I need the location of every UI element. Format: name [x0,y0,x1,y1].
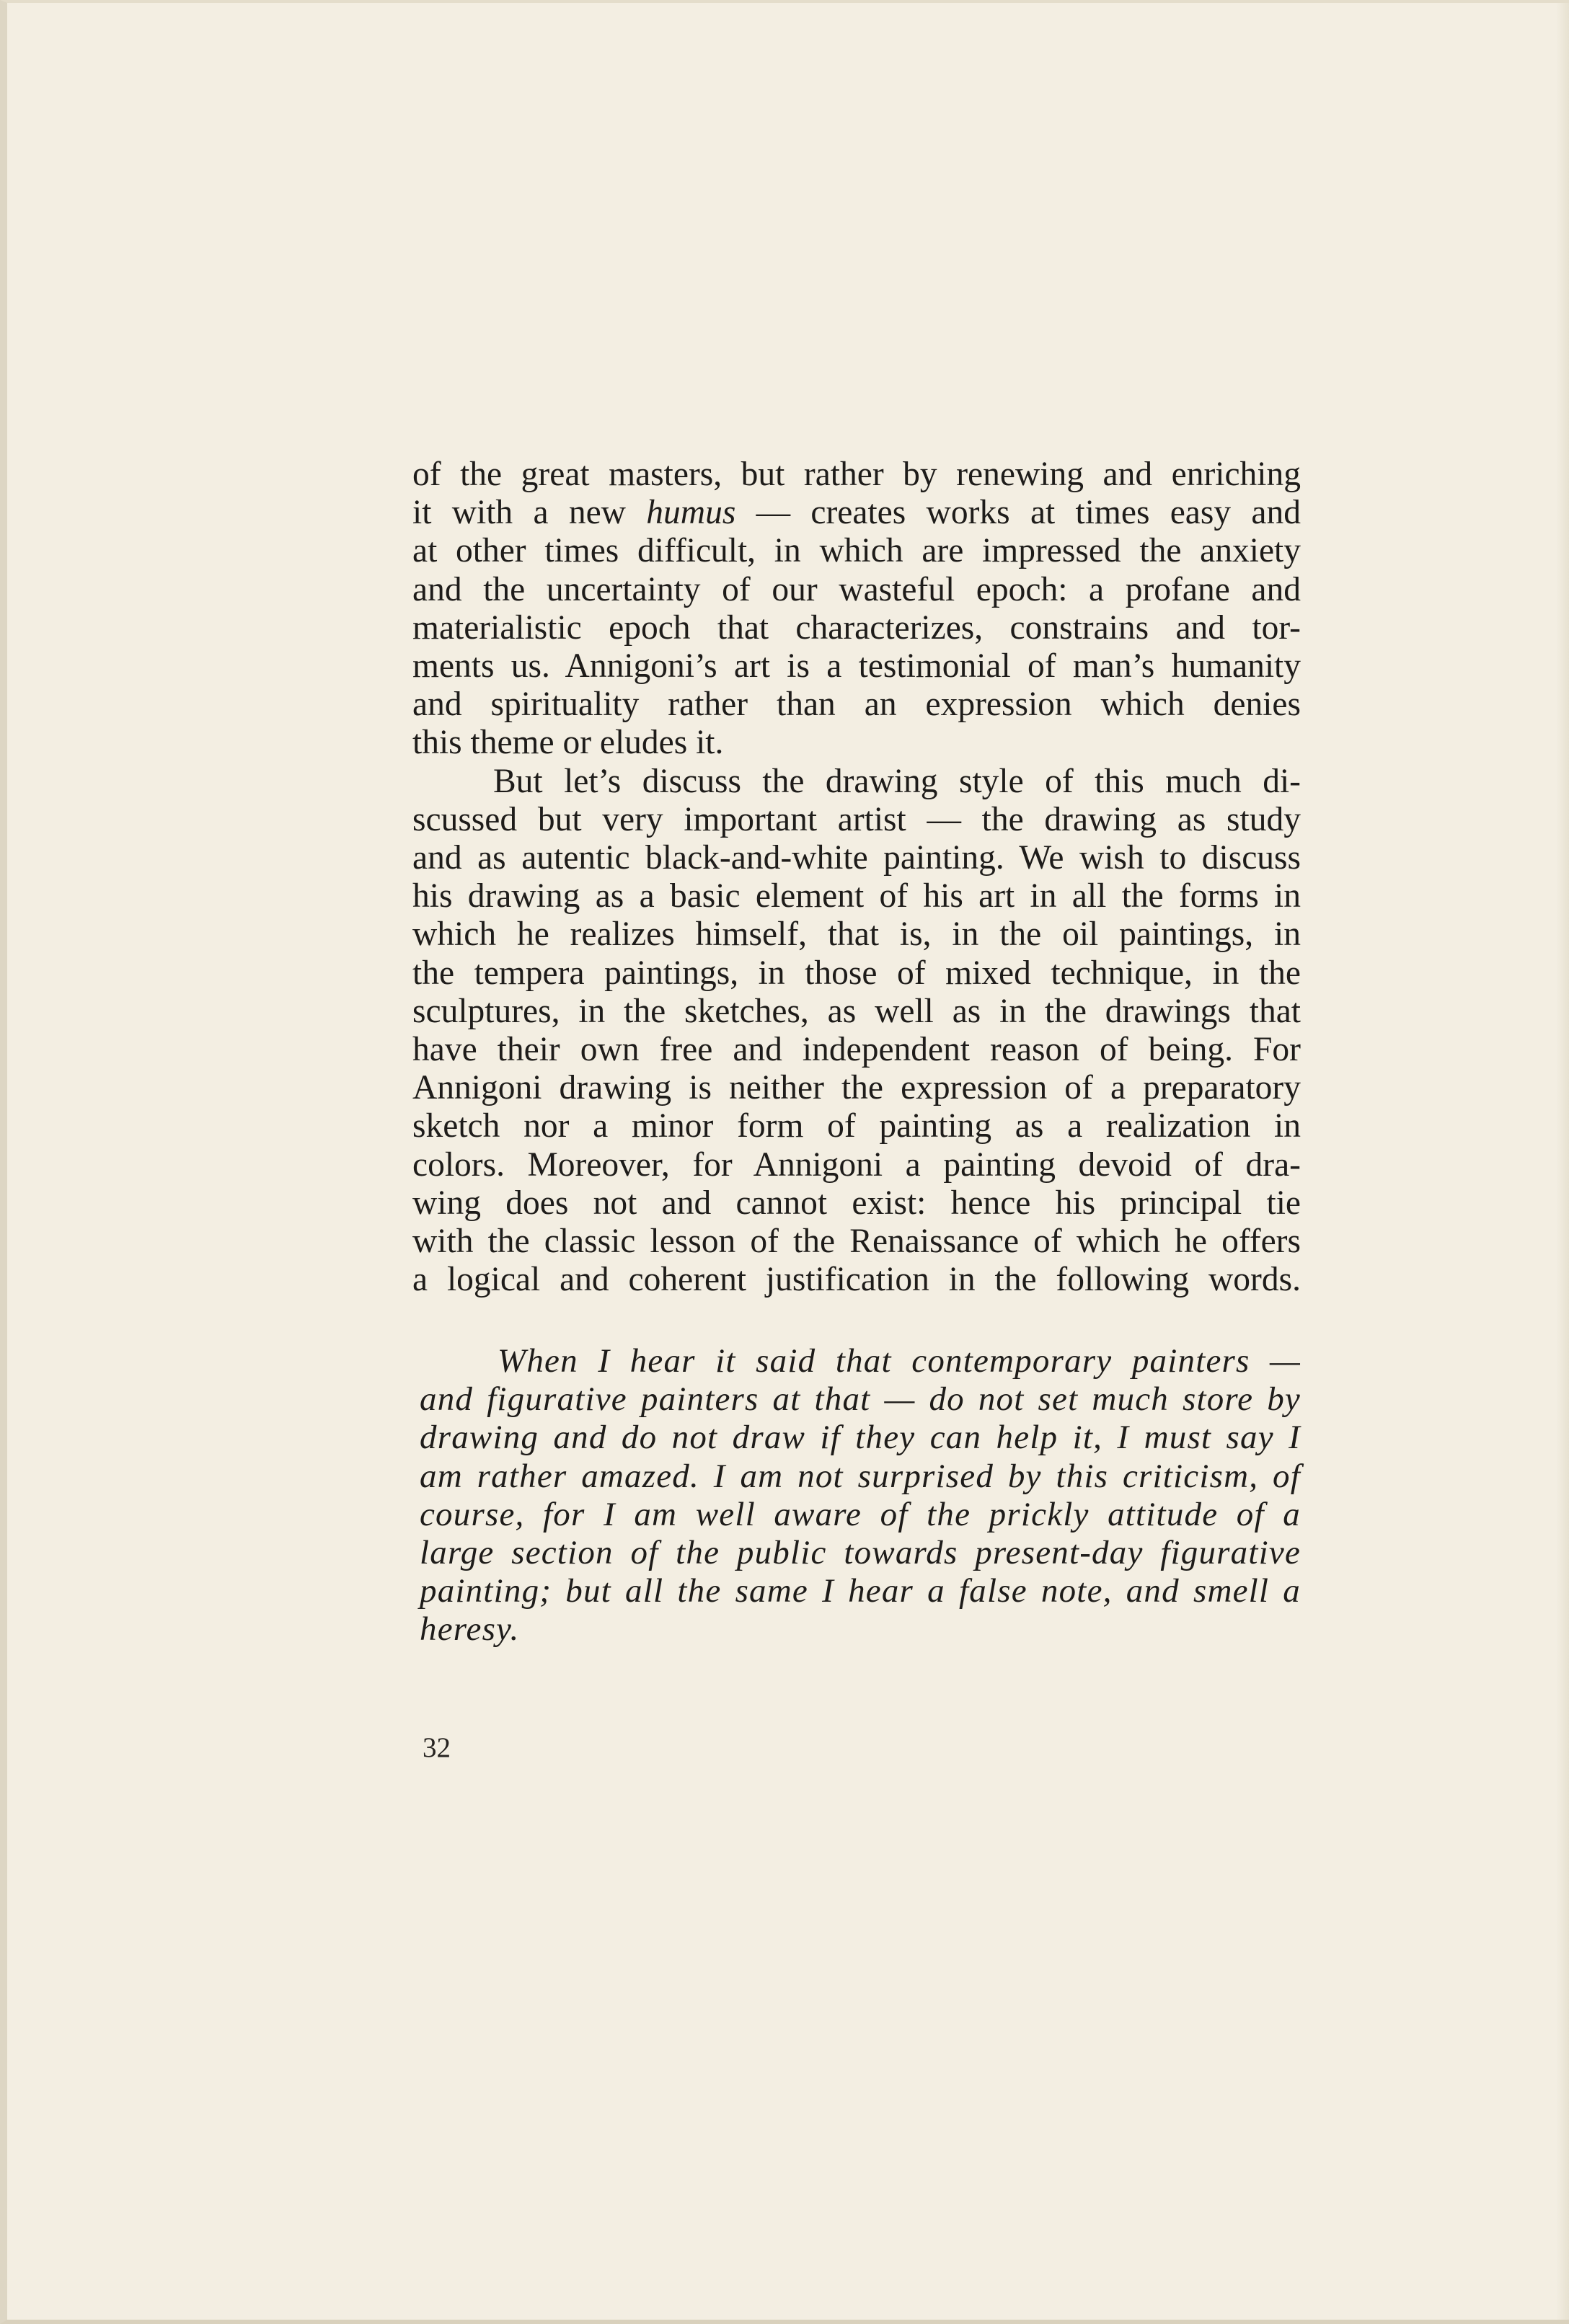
page-edge [1556,3,1569,2324]
text-line: But let’s discuss the drawing style of this much di- [493,762,1301,800]
text-segment: — creates works at times easy and [735,494,1301,532]
text-line: at other times difficult, in which are impressed the anxiety [412,532,1301,570]
text-segment: it with a new [412,494,647,532]
text-line: the tempera paintings, in those of mixed technique, in the [412,954,1301,992]
paragraph-1 [412,456,1301,763]
text-line: a logical and coherent justification in the following words. [412,1261,1301,1299]
italic-term: humus [646,494,736,532]
text-line: this theme or eludes it. [412,724,724,762]
body-text [412,456,1301,1299]
quote-line: drawing and do not draw if they can help it, I must say I [420,1419,1301,1457]
text-line: wing does not and cannot exist: hence his principal tie [412,1184,1301,1222]
text-line: with the classic lesson of the Renaissance of which he offers [412,1223,1301,1261]
block-quote [420,1342,1301,1649]
quote-line: course, for I am well aware of the prickly attitude of a [420,1495,1301,1533]
text-line: sculptures, in the sketches, as well as in the drawings that [412,992,1301,1030]
quote-line: am rather amazed. I am not surprised by this criticism, of [420,1457,1301,1495]
text-line [412,494,1301,532]
text-line: colors. Moreover, for Annigoni a painting devoid of dra- [412,1145,1301,1184]
quote-line: painting; but all the same I hear a false note, and smell a [420,1572,1301,1610]
text-line: of the great masters, but rather by renewing and enriching [412,456,1301,493]
text-line: and spirituality rather than an expression which denies [412,686,1301,724]
text-line: have their own free and independent reason of being. For [412,1031,1301,1069]
quote-line: When I hear it said that contemporary painters — [498,1342,1301,1380]
text-line: sketch nor a minor form of painting as a realization in [412,1107,1301,1145]
page-number: 32 [423,1732,451,1763]
text-line: and as autentic black-and-white painting. We wish to discuss [412,839,1301,877]
paragraph-2 [412,763,1301,1300]
text-line: ments us. Annigoni’s art is a testimonial of man’s humanity [412,647,1301,686]
text-line: materialistic epoch that characterizes, constrains and tor- [412,608,1301,647]
text-line: scussed but very important artist — the drawing as study [412,800,1301,838]
quote-line: large section of the public towards present-day figurative [420,1534,1301,1572]
text-line: and the uncertainty of our wasteful epoch: a profane and [412,570,1301,608]
text-line: Annigoni drawing is neither the expression of a preparatory [412,1069,1301,1107]
text-line: which he realizes himself, that is, in the oil paintings, in [412,915,1301,954]
quote-line: and figurative painters at that — do not set much store by [420,1380,1301,1419]
quote-line: heresy. [420,1610,520,1649]
text-line: his drawing as a basic element of his art in all the forms in [412,877,1301,915]
